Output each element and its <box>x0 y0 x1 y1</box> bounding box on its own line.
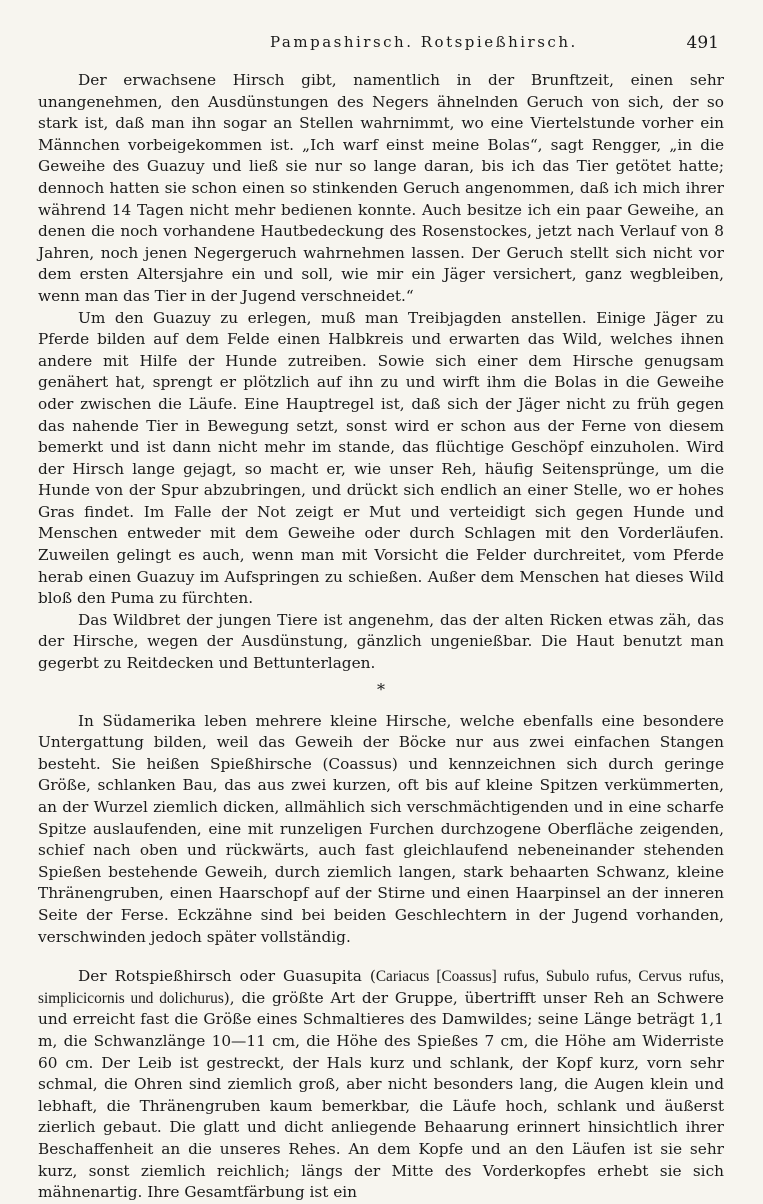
paragraph-venison: Das Wildbret der jungen Tiere ist angenehm, das der alten Ricken etwas zäh, das der Hirsche, wegen der Ausdünstung, gänzlich ungenießbar. Die Haut benutzt man gegerbt zu Reitdecken und Bettunterlagen. <box>38 610 724 673</box>
page-body <box>38 70 724 1204</box>
paragraph-gap <box>38 948 724 966</box>
latin-names: Cariacus [Coassus] rufus, Subulo rufus, Cervus rufus, simplicicornis und dolichurus <box>38 968 725 1007</box>
paragraph-rest: ), die größte Art der Gruppe, übertrifft unser Reh an Schwere und erreicht fast die Größe eines Schmaltieres des Damwildes; seine Länge beträgt 1,1 m, die Schwanzlänge 10—11 cm, die Höhe des Spießes 7 cm, die Höhe am Widerriste 60 cm. Der Leib ist gestreckt, der Hals kurz und schlank, der Kopf kurz, vorn sehr schmal, die Ohren sind ziemlich groß, aber nicht besonders lang, die Augen klein und lebhaft, die Thränengruben kaum bemerkbar, die Läufe hoch, schlank und äußerst zierlich gebaut. Die glatt und dicht anliegende Behaarung erinnert hinsichtlich ihrer Beschaffenheit an die unseres Rehes. An dem Kopfe und an den Läufen ist sie sehr kurz, sonst ziemlich reichlich; längs der Mitte des Vorderkopfes erhebt sie sich mähnenartig. Ihre Gesamtfärbung ist ein <box>38 988 724 1202</box>
page-header <box>0 33 763 61</box>
paragraph-hunting: Um den Guazuy zu erlegen, muß man Treibjagden anstellen. Einige Jäger zu Pferde bilden auf dem Felde einen Halbkreis und erwarten das Wild, welches ihnen andere mit Hilfe der Hunde zutreiben. Sowie sich einer dem Hirsche genugsam genähert hat, sprengt er plötzlich auf ihn zu und wirft ihm die Bolas in die Geweihe oder zwischen die Läufe. Eine Hauptregel ist, daß sich der Jäger nicht zu früh gegen das nahende Tier in Bewegung setzt, sonst wird er schon aus der Ferne von diesem bemerkt und ist dann nicht mehr im stande, das flüchtige Geschöpf einzuholen. Wird der Hirsch lange gejagt, so macht er, wie unser Reh, häufig Seitensprünge, um die Hunde von der Spur abzubringen, und drückt sich endlich an einer Stelle, wo er hohes Gras findet. Im Falle der Not zeigt er Mut und verteidigt sich gegen Hunde und Menschen entweder mit dem Geweihe oder durch Schlagen mit den Vorderläufen. Zuweilen gelingt es auch, wenn man mit Vorsicht die Felder durchreitet, vom Pferde herab einen Guazuy im Aufspringen zu schießen. Außer dem Menschen hat dieses Wild bloß den Puma zu fürchten. <box>38 308 724 608</box>
paragraph-spiesshirsche: In Südamerika leben mehrere kleine Hirsche, welche ebenfalls eine besondere Untergattung bilden, weil das Geweih der Böcke nur aus zwei einfachen Stangen besteht. Sie heißen Spießhirsche (Coassus) und kennzeichnen sich durch geringe Größe, schlanken Bau, das aus zwei kurzen, oft bis auf kleine Spitzen verkümmerten, an der Wurzel ziemlich dicken, allmählich sich verschmächtigenden und in eine scharfe Spitze auslaufenden, eine mit runzeligen Furchen durchzogene Oberfläche zeigenden, schief nach oben und rückwärts, auch fast gleichlaufend nebeneinander stehenden Spießen bestehende Geweih, durch ziemlich langen, stark behaarten Schwanz, kleine Thränengruben, einen Haarschopf auf der Stirne und einen Haarpinsel an der inneren Seite der Ferse. Eckzähne sind bei beiden Geschlechtern in der Jugend vorhanden, verschwinden jedoch später vollständig. <box>38 711 724 946</box>
section-separator: * <box>377 679 385 699</box>
page-number: 491 <box>686 33 719 53</box>
paragraph-rotspiesshirsch <box>38 966 724 1204</box>
paragraph-odor: Der erwachsene Hirsch gibt, namentlich in der Brunftzeit, einen sehr unangenehmen, den Ausdünstungen des Negers ähnelnden Geruch von sich, der so stark ist, daß man ihn sogar an Stellen wahrnimmt, wo eine Viertelstunde vorher ein Männchen vorbeigekommen ist. „Ich warf einst meine Bolas“, sagt Rengger, „in die Geweihe des Guazuy und ließ sie nur so lange daran, bis ich das Tier getötet hatte; dennoch hatten sie schon einen so stinkenden Geruch angenommen, daß ich mich ihrer während 14 Tagen nicht mehr bedienen konnte. Auch besitze ich ein paar Geweihe, an denen die noch vorhandene Hautbedeckung des Rosenstockes, jetzt nach Verlauf von 8 Jahren, noch jenen Negergeruch wahrnehmen lassen. Der Geruch stellt sich nicht vor dem ersten Altersjahre ein und soll, wie mir ein Jäger versichert, ganz wegbleiben, wenn man das Tier in der Jugend verschneidet.“ <box>38 71 724 305</box>
running-title: Pampashirsch. Rotspießhirsch. <box>270 33 578 51</box>
paragraph-lead: Der Rotspießhirsch oder Guasupita ( <box>78 967 376 986</box>
